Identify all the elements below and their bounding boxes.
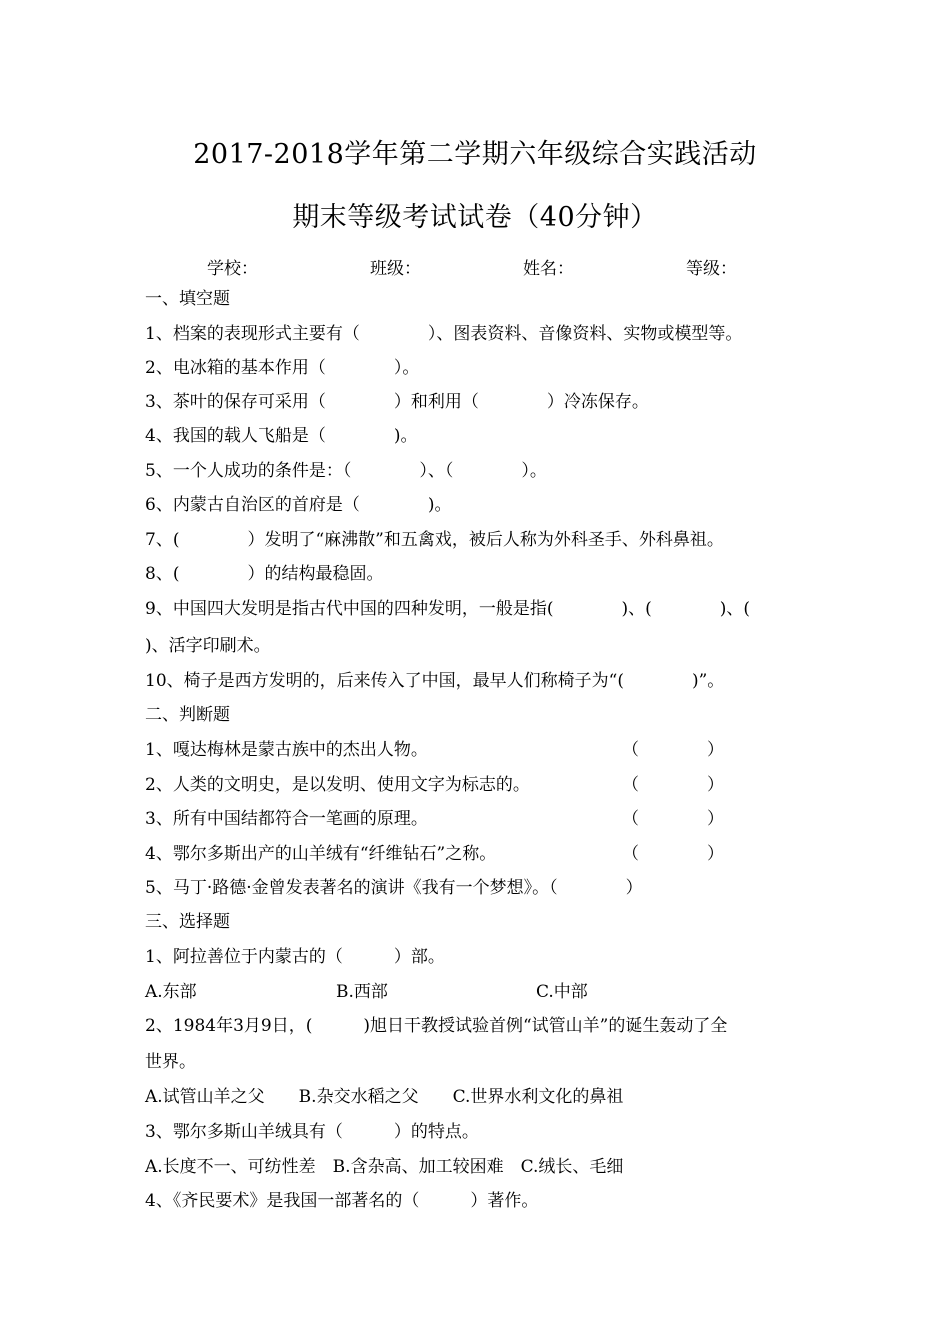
question-text: 世界。 [145, 1052, 196, 1072]
question-text: 1、档案的表现形式主要有（ ）、图表资料、音像资料、实物或模型等。 [145, 324, 743, 344]
question-text: 10、椅子是西方发明的，后来传入了中国，最早人们称椅子为“( )”。 [145, 671, 725, 691]
question-text: 8、( ）的结构最稳固。 [145, 564, 384, 584]
question-text: 3、所有中国结都符合一笔画的原理。 [145, 809, 428, 829]
option-b: B.西部 [336, 982, 388, 1002]
option-c: C.中部 [536, 982, 588, 1002]
exam-title-line2: 期末等级考试试卷（40分钟） [292, 202, 658, 233]
question-options: A.长度不一、可纺性差 B.含杂高、加工较困难 C.绒长、毛细 [145, 1157, 624, 1177]
exam-title-line1: 2017-2018学年第二学期六年级综合实践活动 [193, 139, 757, 170]
question-text: 1、嘎达梅林是蒙古族中的杰出人物。 [145, 740, 428, 760]
question-text: 7、( ）发明了“麻沸散”和五禽戏，被后人称为外科圣手、外科鼻祖。 [145, 530, 724, 550]
question-text: 1、阿拉善位于内蒙古的（ ）部。 [145, 947, 445, 967]
section-heading-true-false: 二、判断题 [145, 705, 230, 725]
question-text: 2、电冰箱的基本作用（ ）。 [145, 358, 420, 378]
question-text: 2、人类的文明史，是以发明、使用文字为标志的。 [145, 775, 530, 795]
option-a: A.东部 [145, 982, 197, 1002]
answer-paren: （ ） [622, 775, 724, 795]
question-text: 3、鄂尔多斯山羊绒具有（ ）的特点。 [145, 1122, 479, 1142]
question-text: 4、《齐民要术》是我国一部著名的（ ）著作。 [145, 1191, 539, 1211]
question-text: 6、内蒙古自治区的首府是（ )。 [145, 495, 452, 515]
question-text: )、活字印刷术。 [145, 636, 271, 656]
grade-label: 等级： [686, 259, 737, 279]
name-label: 姓名： [523, 259, 574, 279]
question-text: 4、我国的载人飞船是（ )。 [145, 426, 418, 446]
question-text: 5、马丁·路德·金曾发表著名的演讲《我有一个梦想》。（ ） [145, 878, 643, 898]
question-text: 4、鄂尔多斯出产的山羊绒有“纤维钻石”之称。 [145, 844, 497, 864]
question-text: 2、1984年3月9日，( )旭日干教授试验首例“试管山羊”的诞生轰动了全 [145, 1016, 728, 1036]
question-text: 9、中国四大发明是指古代中国的四种发明，一般是指( )、( )、( [145, 599, 750, 619]
question-text: 5、一个人成功的条件是：（ ）、（ ）。 [145, 461, 547, 481]
answer-paren: （ ） [622, 809, 724, 829]
school-label: 学校： [207, 259, 258, 279]
question-text: 3、茶叶的保存可采用（ ）和利用（ ）冷冻保存。 [145, 392, 649, 412]
answer-paren: （ ） [622, 844, 724, 864]
answer-paren: （ ） [622, 740, 724, 760]
question-options: A.试管山羊之父 B.杂交水稻之父 C.世界水利文化的鼻祖 [145, 1087, 624, 1107]
section-heading-fill-blank: 一、填空题 [145, 289, 230, 309]
class-label: 班级： [370, 259, 421, 279]
section-heading-multiple-choice: 三、选择题 [145, 912, 230, 932]
